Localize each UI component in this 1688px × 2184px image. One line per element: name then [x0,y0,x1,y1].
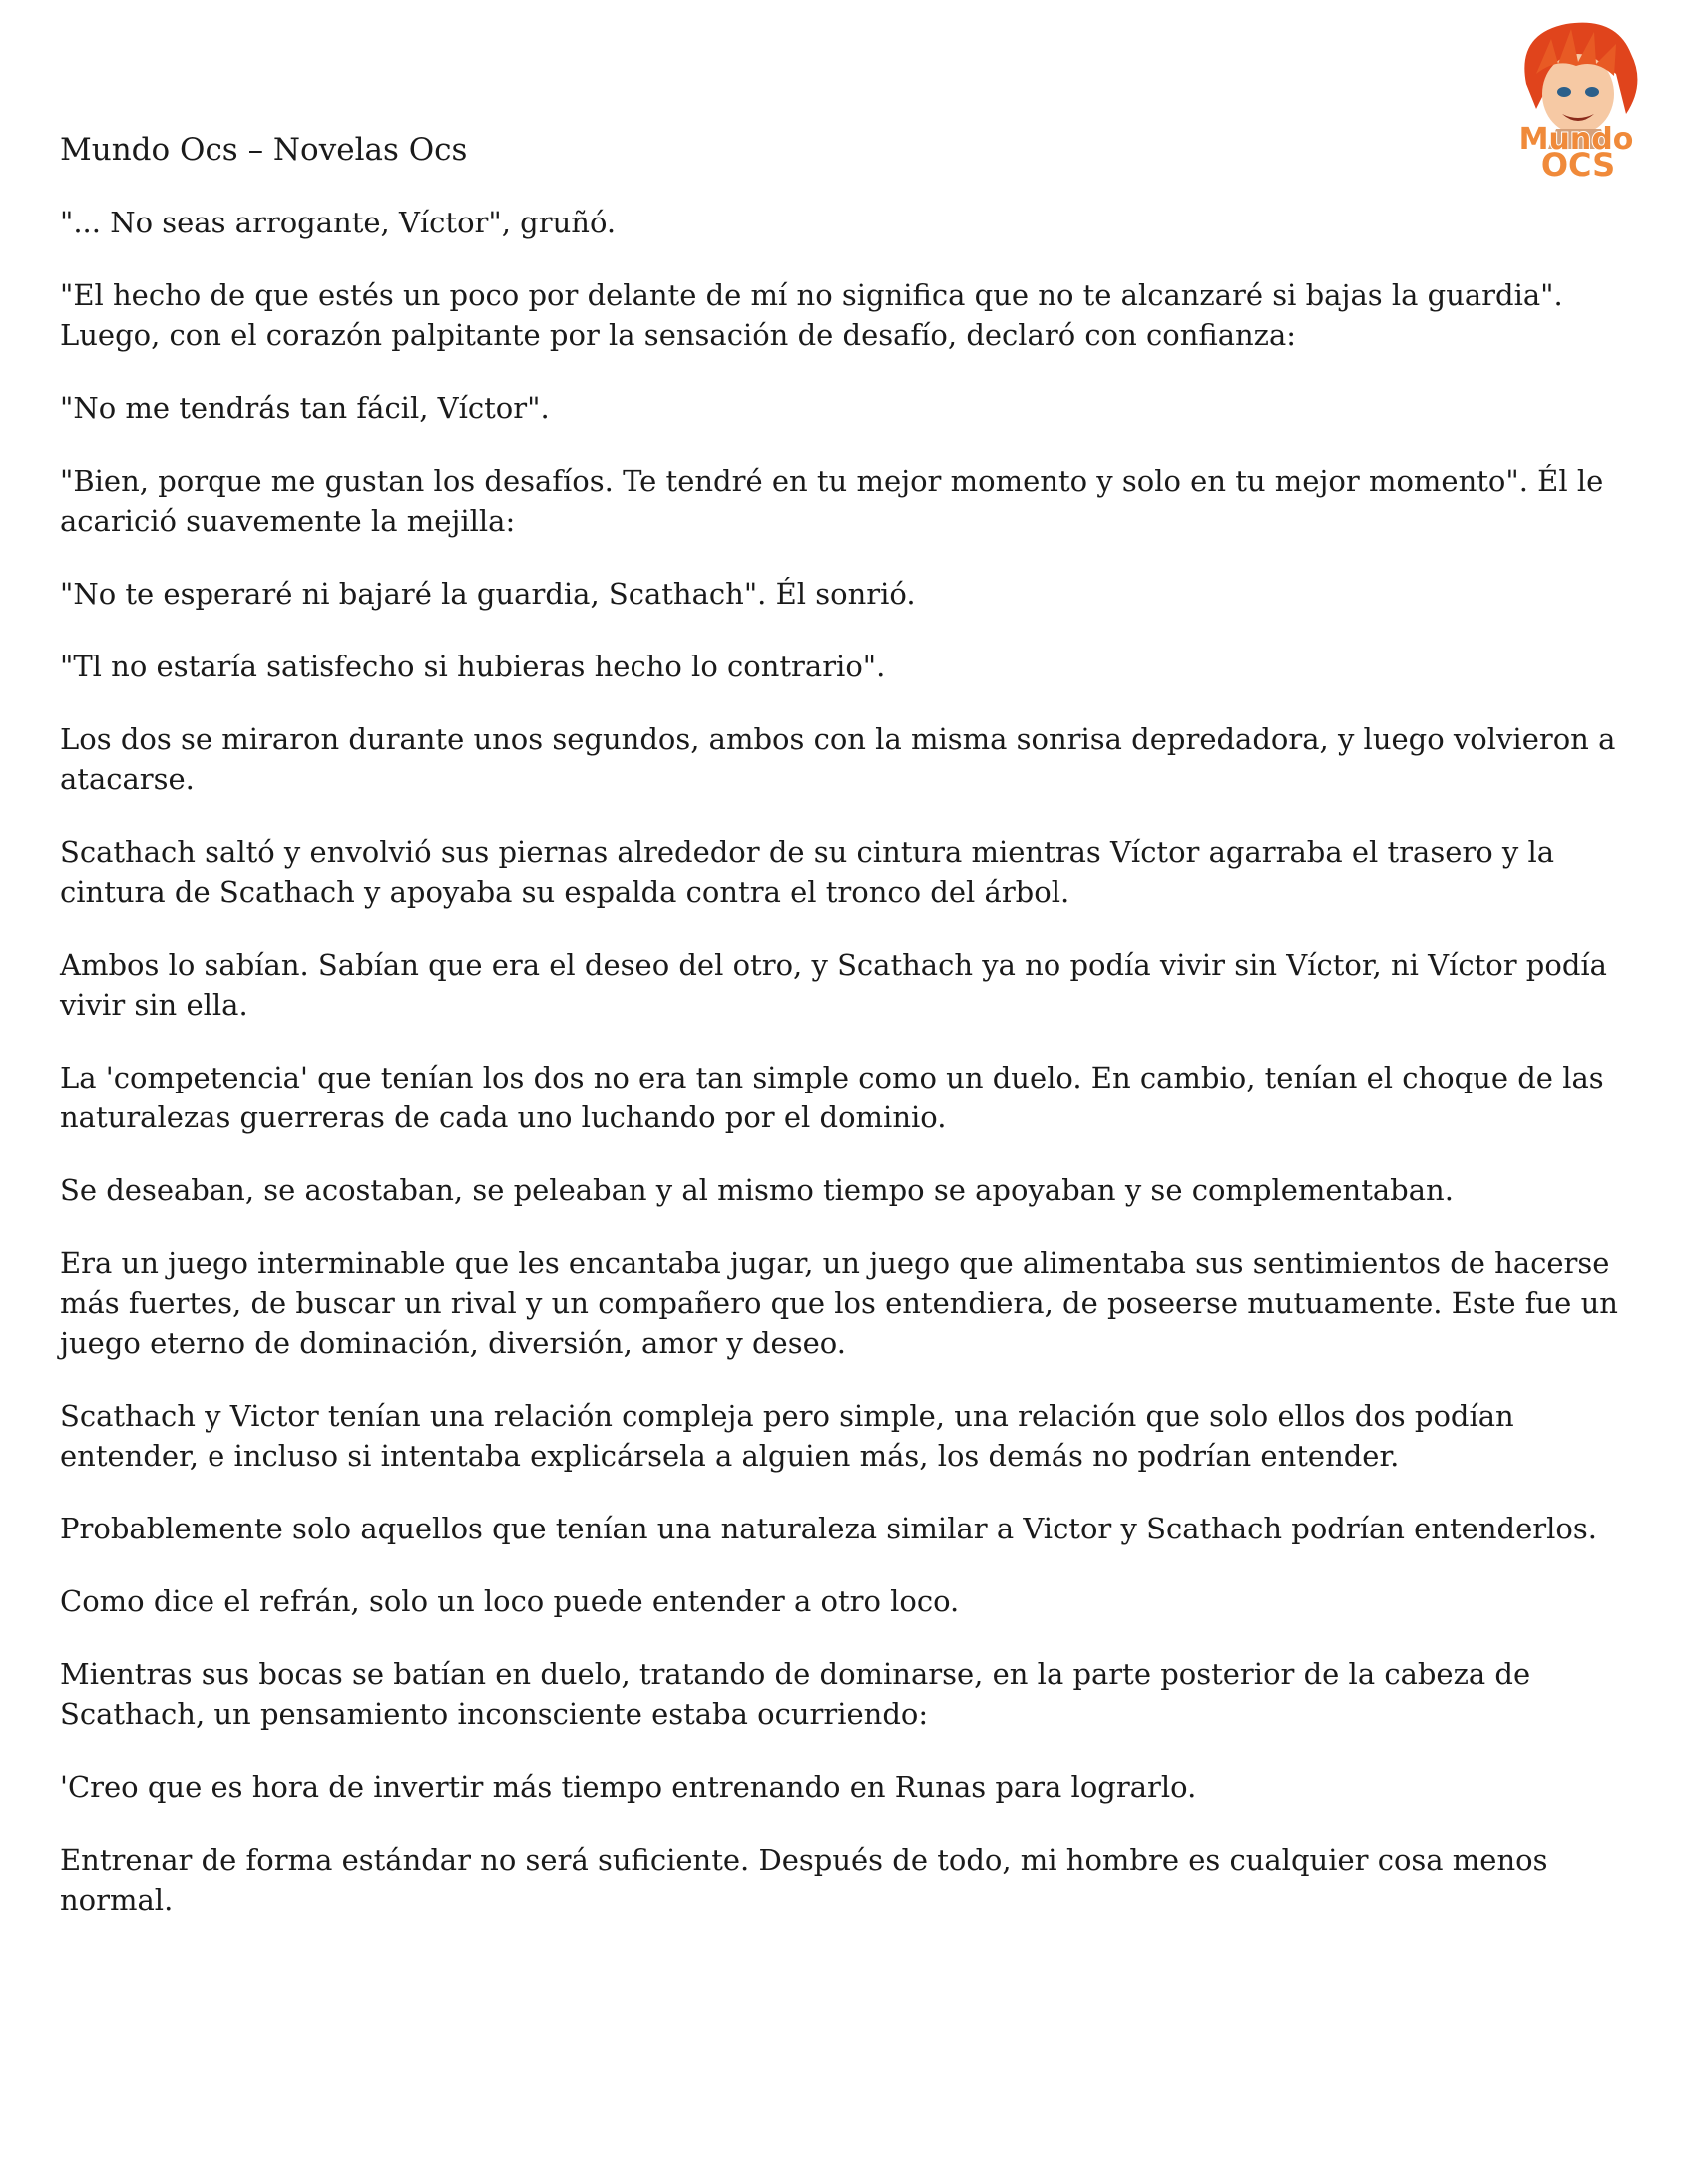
paragraph: "El hecho de que estés un poco por delante de mí no significa que no te alcanzaré si bajas la guardia". Luego, con el corazón palpitante por la sensación de desafío, declaró con confianza: [60,278,1563,352]
paragraph: "Tl no estaría satisfecho si hubieras hecho lo contrario". [60,650,886,683]
paragraph: Era un juego interminable que les encantaba jugar, un juego que alimentaba sus sentimientos de hacerse más fuertes, de buscar un rival y un compañero que los entendiera, de poseerse mutuamente. Este fue un juego eterno de dominación, diversión, amor y deseo. [60,1246,1618,1360]
paragraph: Se deseaban, se acostaban, se peleaban y al mismo tiempo se apoyaban y se complementaban. [60,1173,1454,1207]
paragraph: Probablemente solo aquellos que tenían una naturaleza similar a Victor y Scathach podrían entenderlos. [60,1512,1597,1545]
paragraph: "... No seas arrogante, Víctor", gruñó. [60,206,617,239]
paragraph: Entrenar de forma estándar no será suficiente. Después de todo, mi hombre es cualquier cosa menos normal. [60,1843,1548,1917]
paragraph: Ambos lo sabían. Sabían que era el deseo del otro, y Scathach ya no podía vivir sin Víctor, ni Víctor podía vivir sin ella. [60,948,1607,1022]
logo-text-bottom: OCS [1540,146,1616,182]
paragraph: La 'competencia' que tenían los dos no era tan simple como un duelo. En cambio, tenían el choque de las naturalezas guerreras de cada uno luchando por el dominio. [60,1061,1604,1134]
paragraph: "No te esperaré ni bajaré la guardia, Scathach". Él sonrió. [60,577,916,611]
paragraph: Como dice el refrán, solo un loco puede entender a otro loco. [60,1584,960,1618]
paragraph: 'Creo que es hora de invertir más tiempo entrenando en Runas para lograrlo. [60,1770,1197,1804]
document-header: Mundo Ocs – Novelas Ocs [60,132,468,168]
paragraph: "Bien, porque me gustan los desafíos. Te tendré en tu mejor momento y solo en tu mejor momento". Él le acarició suavemente la mejilla: [60,464,1604,538]
paragraph: Scathach y Victor tenían una relación compleja pero simple, una relación que solo ellos dos podían entender, e incluso si intentaba explicársela a alguien más, los demás no podrían entender. [60,1399,1514,1473]
paragraph: "No me tendrás tan fácil, Víctor". [60,391,550,425]
mundo-ocs-logo [1496,14,1656,182]
paragraph: Los dos se miraron durante unos segundos, ambos con la misma sonrisa depredadora, y luego volvieron a atacarse. [60,722,1616,796]
logo-text-top: Mundo [1518,122,1634,157]
paragraph: Mientras sus bocas se batían en duelo, tratando de dominarse, en la parte posterior de la cabeza de Scathach, un pensamiento inconsciente estaba ocurriendo: [60,1657,1531,1731]
document-body [60,203,1636,1953]
paragraph: Scathach saltó y envolvió sus piernas alrededor de su cintura mientras Víctor agarraba el trasero y la cintura de Scathach y apoyaba su espalda contra el tronco del árbol. [60,835,1555,909]
